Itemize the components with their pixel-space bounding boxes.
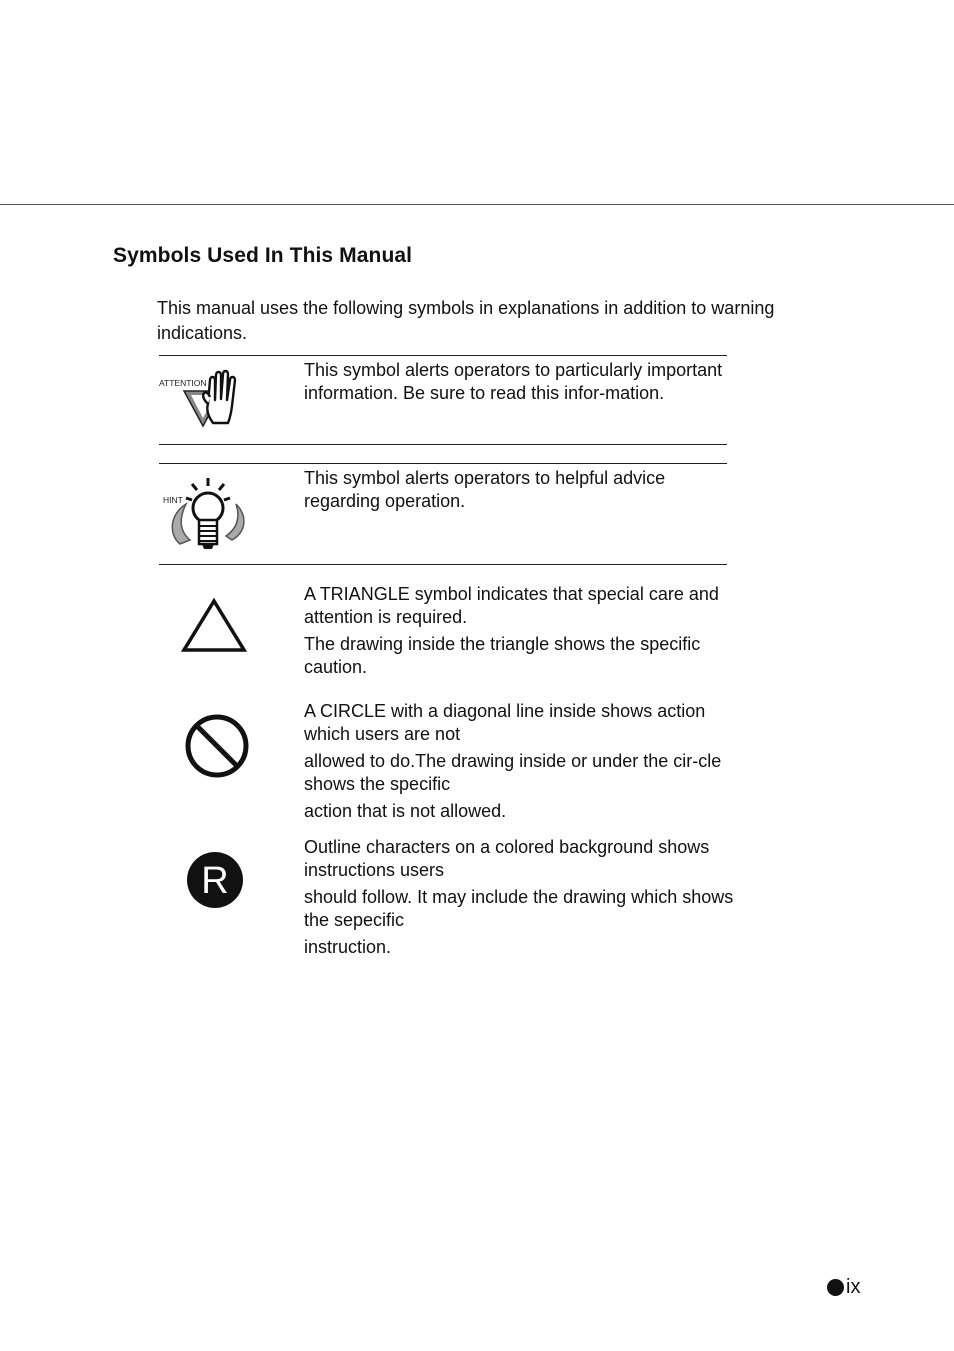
attention-icon-label: ATTENTION xyxy=(159,378,207,388)
symbol-text: instruction. xyxy=(304,937,392,957)
prohibition-circle-icon xyxy=(185,713,251,779)
symbol-description-attention xyxy=(304,359,734,409)
section-title: Symbols Used In This Manual xyxy=(113,244,413,267)
page-number xyxy=(827,1276,860,1299)
page-number-text: ix xyxy=(846,1276,861,1298)
header-rule xyxy=(0,204,954,205)
attention-hand-icon xyxy=(158,366,258,430)
symbol-text: allowed to do.The drawing inside or under the cir-cle shows the specific xyxy=(304,751,722,794)
symbol-description-circle xyxy=(304,700,734,828)
symbol-text: action that is not allowed. xyxy=(304,801,507,821)
symbol-text: This symbol alerts operators to helpful advice regarding operation. xyxy=(304,468,666,511)
symbol-text: should follow. It may include the drawing which shows the sepecific xyxy=(304,887,734,930)
hint-icon-label: HINT xyxy=(163,495,183,505)
hint-bulb-icon xyxy=(160,474,252,552)
bullet-dot-icon xyxy=(827,1279,844,1296)
instruction-r-icon xyxy=(185,851,245,911)
symbol-description-triangle xyxy=(304,583,734,683)
triangle-icon xyxy=(181,598,247,654)
intro-paragraph: This manual uses the following symbols in explanations in addition to warning indications. xyxy=(157,298,775,343)
table-rule-top-hint xyxy=(159,463,727,464)
symbol-text: This symbol alerts operators to particularly important information. Be sure to read this infor-mation. xyxy=(304,360,723,403)
table-rule-bottom-hint xyxy=(159,564,727,565)
symbol-text: A CIRCLE with a diagonal line inside shows action which users are not xyxy=(304,701,706,744)
symbol-text: A TRIANGLE symbol indicates that special care and attention is required. xyxy=(304,584,719,627)
table-rule-bottom-attention xyxy=(159,444,727,445)
instruction-r-letter: R xyxy=(201,860,229,902)
table-rule-top-attention xyxy=(159,355,727,356)
symbol-description-r xyxy=(304,836,734,964)
symbol-text: The drawing inside the triangle shows the specific caution. xyxy=(304,634,701,677)
symbol-text: Outline characters on a colored background shows instructions users xyxy=(304,837,710,880)
symbol-description-hint xyxy=(304,467,734,517)
